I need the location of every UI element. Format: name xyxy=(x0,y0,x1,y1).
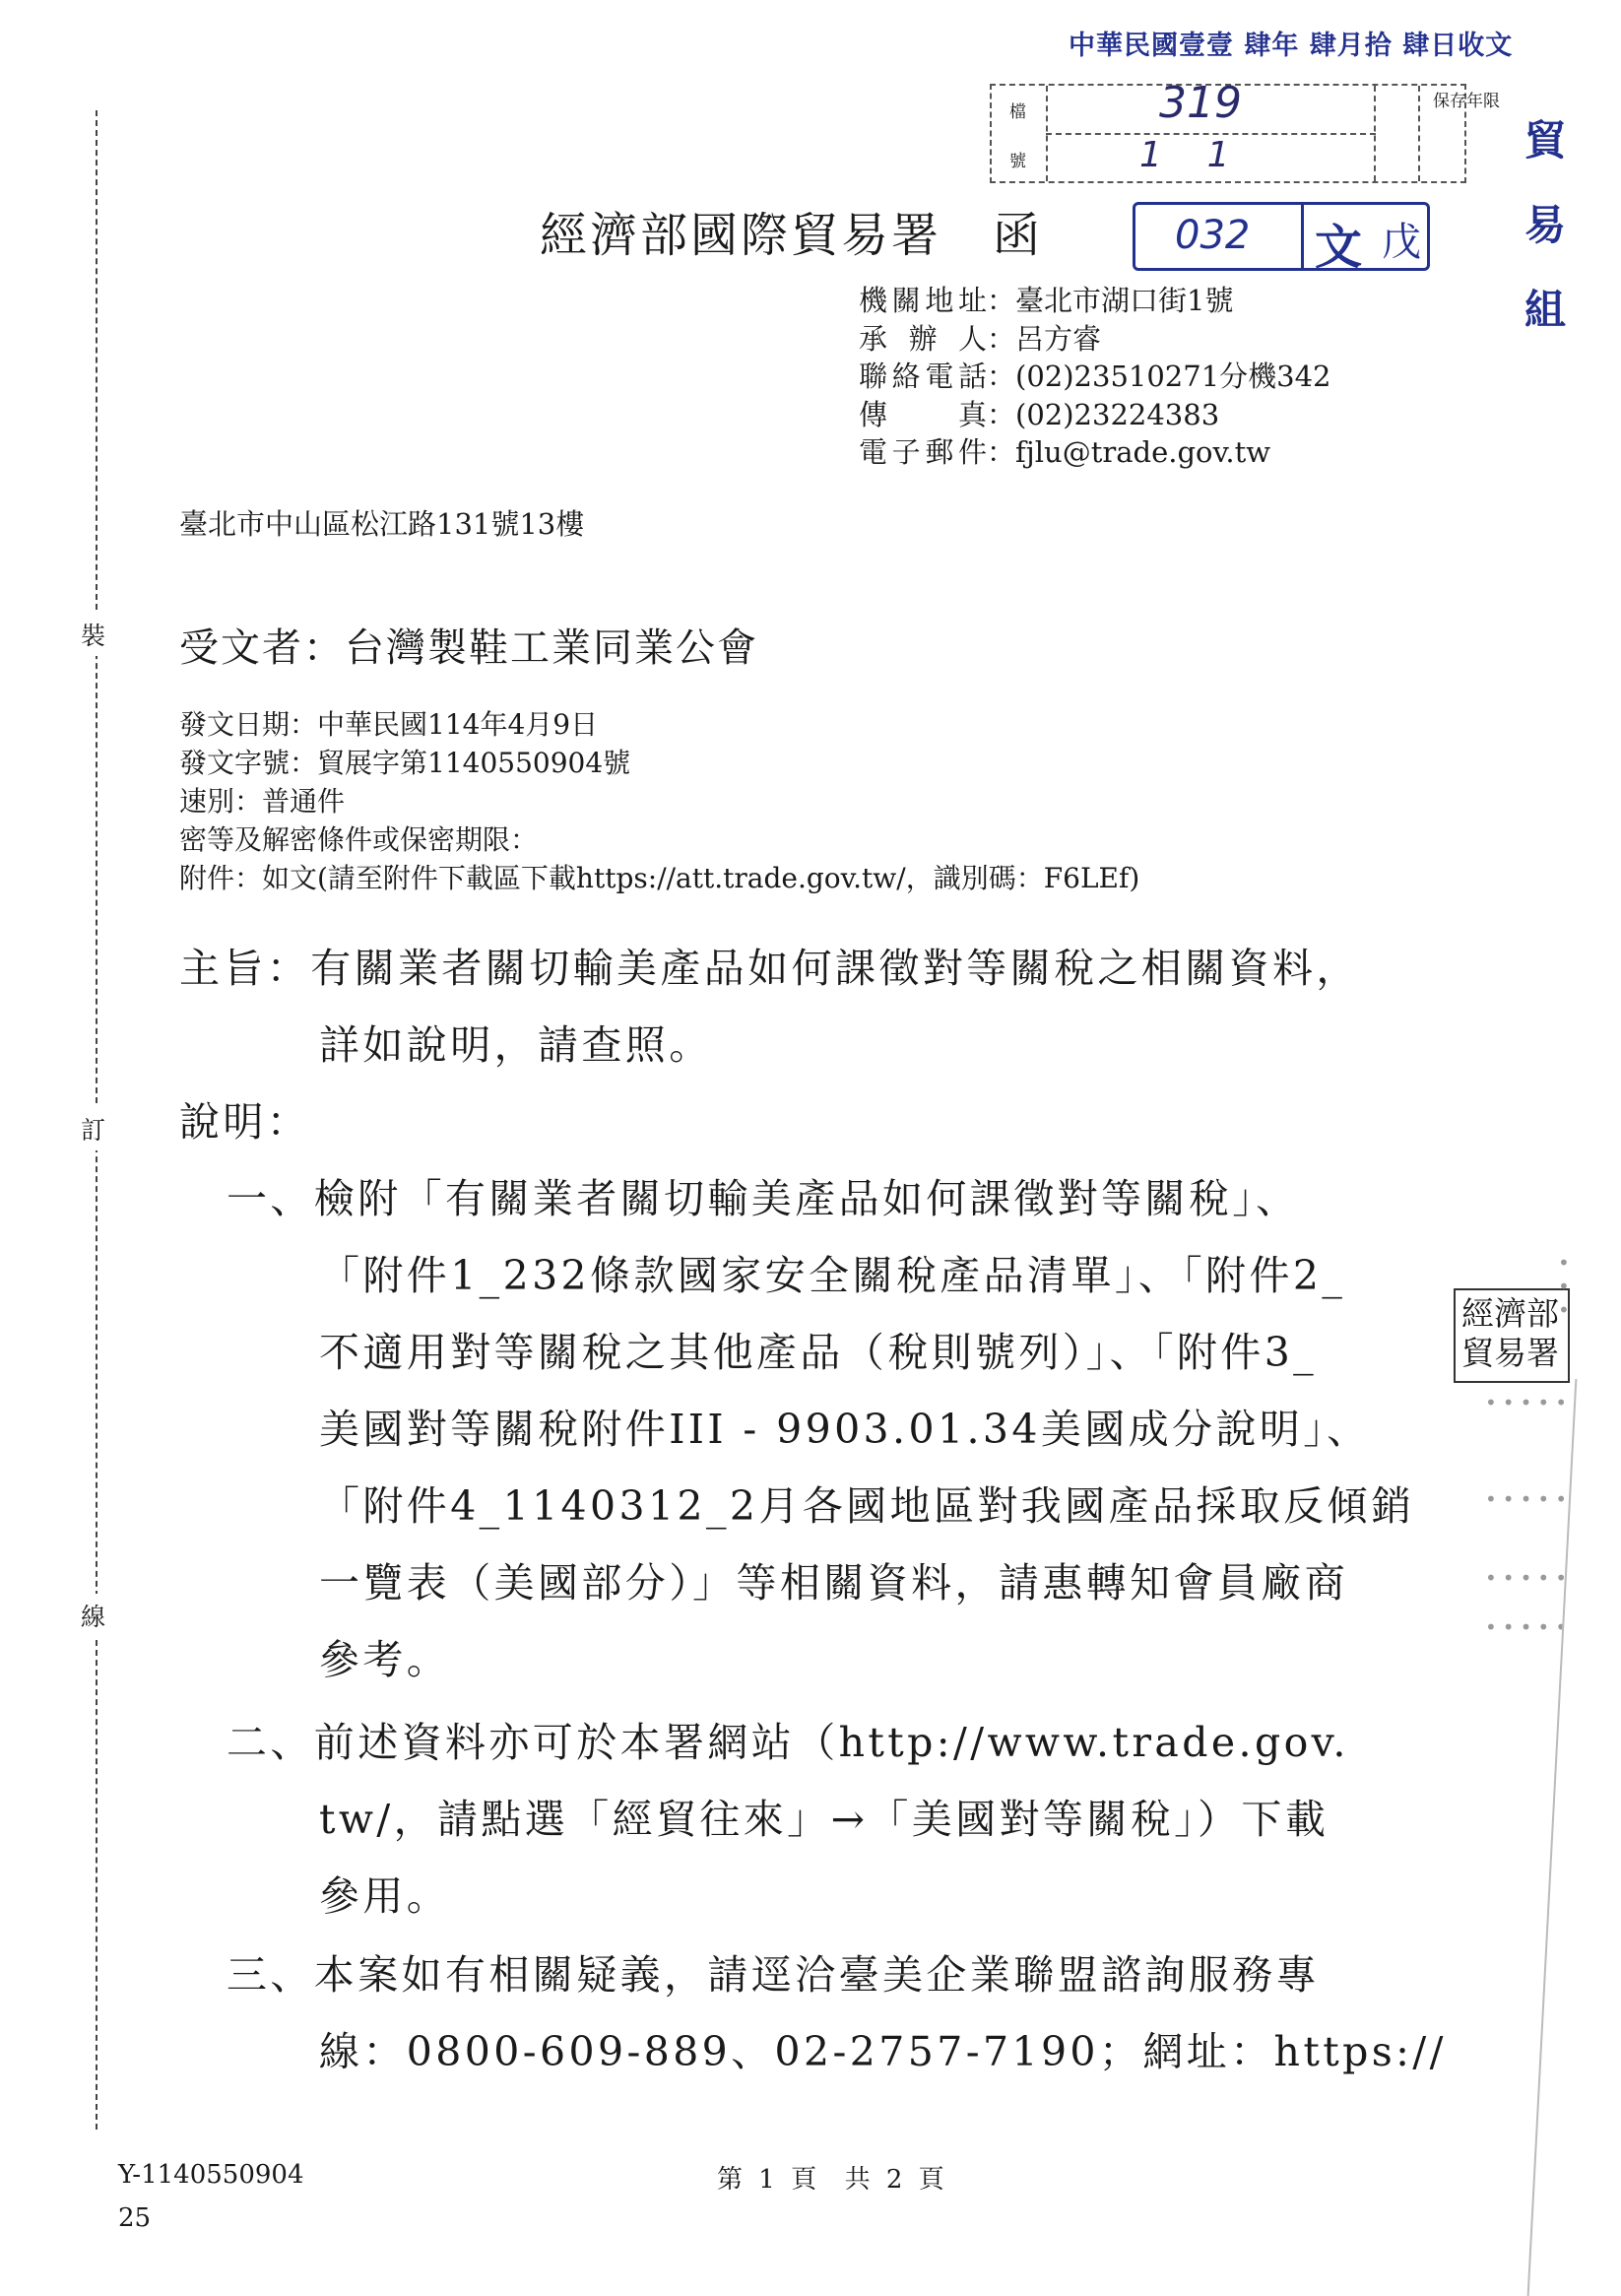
binding-mark: 裝 xyxy=(81,613,105,656)
binding-mark: 訂 xyxy=(81,1107,105,1150)
item-3-line: 線：0800-609-889、02-2757-7190；網址：https:// xyxy=(319,2028,1447,2075)
page-indicator: 第 1 頁 共 2 頁 xyxy=(717,2165,948,2195)
receipt-date-stamp: 中華民國壹壹 肆年 肆月拾 肆日收文 xyxy=(1069,31,1514,61)
item-1-line: 「附件1_232條款國家安全關稅產品清單」、「附件2_ xyxy=(319,1252,1346,1299)
item-2-line: 二、前述資料亦可於本署網站（http://www.trade.gov. xyxy=(227,1719,1349,1766)
recipient-address: 臺北市中山區松江路131號13樓 xyxy=(179,507,585,541)
handwritten-item-number: 1 1 xyxy=(1139,135,1230,175)
contact-row: 電子郵件 ： fjlu@trade.gov.tw xyxy=(859,435,1271,469)
document-type: 函 xyxy=(993,208,1044,263)
contact-row: 機關地址 ： 臺北市湖口街1號 xyxy=(859,284,1234,317)
confidentiality: 密等及解密條件或保密期限： xyxy=(179,823,539,856)
document-title xyxy=(540,197,1043,265)
item-3-line: 三、本案如有相關疑義，請逕洽臺美企業聯盟諮詢服務專 xyxy=(227,1951,1320,1999)
handwritten-file-number: 319 xyxy=(1159,78,1242,128)
archive-box xyxy=(990,78,1500,183)
contact-block xyxy=(859,282,1331,472)
perforation-dots: • • • xyxy=(1558,1251,1576,1322)
item-1-line: 一、檢附「有關業者關切輸美產品如何課徵對等關稅」、 xyxy=(227,1175,1300,1222)
contact-row: 傳真 ： (02)23224383 xyxy=(859,397,1220,431)
reference-stamp-box xyxy=(1133,202,1430,275)
urgency: 速別：普通件 xyxy=(179,785,346,818)
footer-code-block xyxy=(118,2153,304,2240)
item-1-line: 參考。 xyxy=(319,1636,451,1683)
archive-file-label: 檔 xyxy=(1009,102,1026,122)
retention-label: 保存年限 xyxy=(1433,92,1500,111)
reference-char: 文 xyxy=(1315,220,1363,275)
perforation-dots: ••••• xyxy=(1485,1615,1573,1639)
footer-code: Y-1140550904 xyxy=(118,2160,304,2190)
side-department-stamp: 貿 易 組 xyxy=(1524,116,1567,334)
reference-mark: 戊 xyxy=(1382,220,1421,265)
item-1-line: 不適用對等關稅之其他產品（稅則號列）」、「附件3_ xyxy=(319,1329,1318,1376)
perforation-dots: ••••• xyxy=(1485,1487,1573,1511)
issue-number: 發文字號：貿展字第1140550904號 xyxy=(179,747,631,779)
contact-row: 聯絡電話 ： (02)23510271分機342 xyxy=(859,360,1331,393)
agency-seal: 經濟部 貿易署 xyxy=(1454,1288,1570,1383)
document-meta xyxy=(179,705,1139,897)
attachments: 附件：如文(請至附件下載區下載https://att.trade.gov.tw/，識別碼：F6LEf) xyxy=(179,862,1140,894)
footer-number: 25 xyxy=(118,2203,152,2233)
explanation-heading: 說明： xyxy=(179,1098,311,1146)
item-1-line: 「附件4_1140312_2月各國地區對我國產品採取反傾銷 xyxy=(319,1482,1415,1530)
perforation-dots: ••••• xyxy=(1485,1566,1573,1590)
contact-row: 承辦人 ： 呂方睿 xyxy=(859,321,1102,356)
item-2-line: tw/，請點選「經貿往來」→「美國對等關稅」）下載 xyxy=(319,1796,1329,1843)
reference-number: 032 xyxy=(1175,213,1251,258)
perforation-dots: ••••• xyxy=(1485,1391,1573,1414)
agency-name: 經濟部國際貿易署 xyxy=(540,208,942,263)
item-1-line: 一覽表（美國部分）」等相關資料，請惠轉知會員廠商 xyxy=(319,1559,1349,1607)
item-1-line: 美國對等關稅附件III - 9903.01.34美國成分說明」、 xyxy=(319,1406,1371,1453)
archive-no-label: 號 xyxy=(1009,152,1026,171)
binding-mark: 線 xyxy=(81,1594,105,1637)
issue-date: 發文日期：中華民國114年4月9日 xyxy=(179,708,599,741)
item-2-line: 參用。 xyxy=(319,1872,451,1920)
subject-line: 詳如說明，請查照。 xyxy=(319,1021,713,1069)
recipient: 受文者：台灣製鞋工業同業公會 xyxy=(179,625,758,671)
subject-line: 主旨：有關業者關切輸美產品如何課徵對等關稅之相關資料， xyxy=(179,945,1360,992)
page-tear-edge xyxy=(1527,1379,1621,2296)
